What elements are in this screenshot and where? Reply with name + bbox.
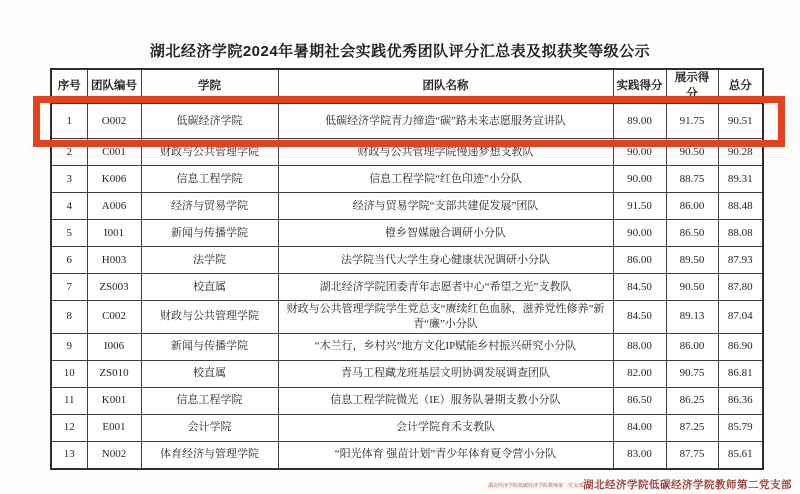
seal-main-text: 湖北经济学院低碳经济学院教师第二党支部 — [583, 480, 792, 491]
row-number-cell: 11 — [51, 387, 87, 414]
row-number-cell: 9 — [51, 333, 87, 360]
practice-score-cell: 90.00 — [613, 139, 666, 166]
display-score-cell: 86.00 — [666, 333, 718, 360]
team-code-cell: K001 — [87, 387, 141, 414]
row-number-cell: 1 — [51, 104, 87, 139]
row-number-cell: 6 — [51, 247, 87, 274]
display-score-cell: 87.75 — [666, 441, 718, 469]
total-score-cell: 89.31 — [718, 166, 763, 193]
team-name-cell: 经济与贸易学院“支部共建促发展”团队 — [278, 193, 613, 220]
table-row — [51, 247, 763, 274]
row-number-cell: 10 — [51, 360, 87, 387]
practice-score-cell: 82.00 — [613, 360, 666, 387]
practice-score-cell: 86.50 — [613, 387, 666, 414]
team-code-cell: C001 — [87, 139, 141, 166]
header-total-score: 总分 — [718, 69, 763, 104]
score-summary-table — [50, 68, 764, 470]
team-name-cell: 橙乡智媒融合调研小分队 — [278, 220, 613, 247]
team-code-cell: C002 — [87, 301, 141, 334]
college-cell: 法学院 — [141, 247, 278, 274]
total-score-cell: 88.08 — [718, 220, 763, 247]
total-score-cell: 87.80 — [718, 274, 763, 301]
team-code-cell: H003 — [87, 247, 141, 274]
table-row — [51, 360, 763, 387]
college-cell: 信息工程学院 — [141, 166, 278, 193]
display-score-cell: 91.75 — [666, 104, 718, 139]
total-score-cell: 87.04 — [718, 301, 763, 334]
team-name-cell: “阳光体育 强苗计划”青少年体育夏令营小分队 — [278, 441, 613, 469]
total-score-cell: 88.48 — [718, 193, 763, 220]
table-row — [51, 414, 763, 441]
college-cell: 低碳经济学院 — [141, 104, 278, 139]
row-number-cell: 4 — [51, 193, 87, 220]
practice-score-cell: 84.00 — [613, 414, 666, 441]
header-team-name: 团队名称 — [278, 69, 613, 104]
party-branch-seal-text — [488, 477, 792, 492]
total-score-cell: 86.36 — [718, 387, 763, 414]
display-score-cell: 90.50 — [666, 274, 718, 301]
team-name-cell: 青马工程藏龙班基层文明协调发展调查团队 — [278, 360, 613, 387]
table-body — [51, 104, 763, 469]
header-team-code: 团队编号 — [87, 69, 141, 104]
display-score-cell: 87.25 — [666, 414, 718, 441]
header-display-score: 展示得分 — [666, 69, 718, 104]
team-code-cell: O002 — [87, 104, 141, 139]
college-cell: 校直属 — [141, 360, 278, 387]
display-score-cell: 89.13 — [666, 301, 718, 334]
team-name-cell: 财政与公共管理学院学生党总支“赓续红色血脉，滋养党性修养”新青“廉”小分队 — [278, 301, 613, 334]
total-score-cell: 86.81 — [718, 360, 763, 387]
college-cell: 体育经济与管理学院 — [141, 441, 278, 469]
college-cell: 财政与公共管理学院 — [141, 301, 278, 334]
display-score-cell: 90.50 — [666, 139, 718, 166]
practice-score-cell: 84.50 — [613, 274, 666, 301]
total-score-cell: 87.93 — [718, 247, 763, 274]
college-cell: 新闻与传播学院 — [141, 220, 278, 247]
team-name-cell: 法学院当代大学生身心健康状况调研小分队 — [278, 247, 613, 274]
team-name-cell: “木兰行，乡村兴”地方文化IP赋能乡村振兴研究小分队 — [278, 333, 613, 360]
practice-score-cell: 90.00 — [613, 166, 666, 193]
team-code-cell: I001 — [87, 220, 141, 247]
practice-score-cell: 88.00 — [613, 333, 666, 360]
total-score-cell: 90.51 — [718, 104, 763, 139]
team-code-cell: I006 — [87, 333, 141, 360]
total-score-cell: 90.28 — [718, 139, 763, 166]
row-number-cell: 5 — [51, 220, 87, 247]
table-row — [51, 441, 763, 469]
team-code-cell: A006 — [87, 193, 141, 220]
practice-score-cell: 83.00 — [613, 441, 666, 469]
display-score-cell: 88.75 — [666, 166, 718, 193]
college-cell: 会计学院 — [141, 414, 278, 441]
row-number-cell: 12 — [51, 414, 87, 441]
display-score-cell: 86.00 — [666, 193, 718, 220]
total-score-cell: 86.90 — [718, 333, 763, 360]
total-score-cell: 85.79 — [718, 414, 763, 441]
practice-score-cell: 90.00 — [613, 220, 666, 247]
team-code-cell: K006 — [87, 166, 141, 193]
total-score-cell: 85.61 — [718, 441, 763, 469]
table-row — [51, 387, 763, 414]
row-number-cell: 13 — [51, 441, 87, 469]
table-row — [51, 139, 763, 166]
team-code-cell: ZS010 — [87, 360, 141, 387]
team-name-cell: 会计学院育禾支教队 — [278, 414, 613, 441]
table-row — [51, 274, 763, 301]
college-cell: 经济与贸易学院 — [141, 193, 278, 220]
seal-mini-text: 湖北经济学院低碳经济学院教师第二党支部 — [487, 484, 583, 489]
practice-score-cell: 91.50 — [613, 193, 666, 220]
table-row — [51, 104, 763, 139]
team-name-cell: 信息工程学院“红色印迹”小分队 — [278, 166, 613, 193]
practice-score-cell: 86.00 — [613, 247, 666, 274]
practice-score-cell: 89.00 — [613, 104, 666, 139]
team-name-cell: 信息工程学院微光（IE）服务队暑期支教小分队 — [278, 387, 613, 414]
header-college: 学院 — [141, 69, 278, 104]
team-name-cell: 低碳经济学院青力缔造“碳”路未来志愿服务宣讲队 — [278, 104, 613, 139]
team-name-cell: 财政与公共管理学院慢递梦想支教队 — [278, 139, 613, 166]
college-cell: 财政与公共管理学院 — [141, 139, 278, 166]
table-row — [51, 193, 763, 220]
table-row — [51, 166, 763, 193]
row-number-cell: 3 — [51, 166, 87, 193]
page-title: 湖北经济学院2024年暑期社会实践优秀团队评分汇总表及拟获奖等级公示 — [149, 43, 651, 60]
college-cell: 新闻与传播学院 — [141, 333, 278, 360]
table-row — [51, 220, 763, 247]
college-cell: 信息工程学院 — [141, 387, 278, 414]
practice-score-cell: 84.50 — [613, 301, 666, 334]
team-code-cell: E001 — [87, 414, 141, 441]
table-row — [51, 301, 763, 334]
display-score-cell: 86.50 — [666, 220, 718, 247]
team-name-cell: 湖北经济学院团委青年志愿者中心“希望之光”支教队 — [278, 274, 613, 301]
display-score-cell: 86.25 — [666, 387, 718, 414]
table-header-row — [51, 69, 763, 104]
header-practice-score: 实践得分 — [613, 69, 666, 104]
display-score-cell: 90.75 — [666, 360, 718, 387]
team-code-cell: ZS003 — [87, 274, 141, 301]
row-number-cell: 8 — [51, 301, 87, 334]
display-score-cell: 89.50 — [666, 247, 718, 274]
table-row — [51, 333, 763, 360]
row-number-cell: 2 — [51, 139, 87, 166]
team-code-cell: N002 — [87, 441, 141, 469]
header-serial-number: 序号 — [51, 69, 87, 104]
row-number-cell: 7 — [51, 274, 87, 301]
college-cell: 校直属 — [141, 274, 278, 301]
